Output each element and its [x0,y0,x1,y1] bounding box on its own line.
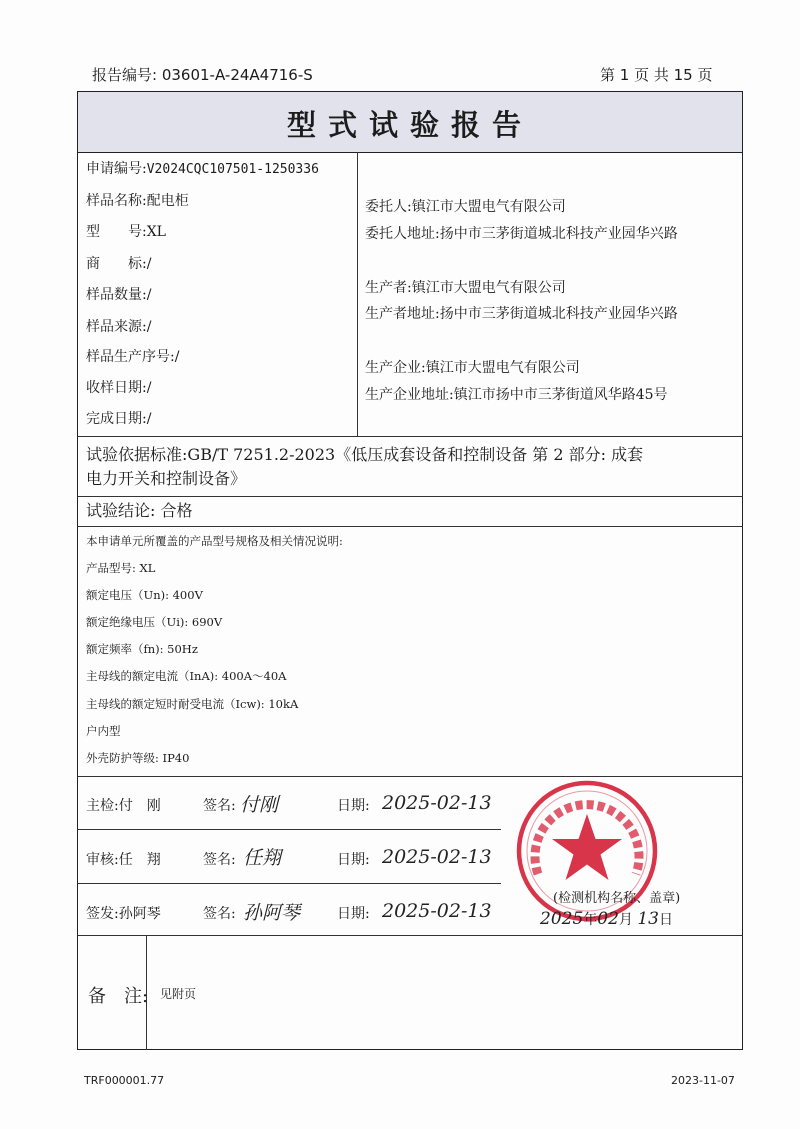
field-label: 收样日期: [86,380,147,396]
spec-line: 额定电压（Un): 400V [86,588,203,602]
report-title: 型式试验报告 [286,108,533,142]
divider-signatures-remarks [77,935,743,936]
divider-conclusion-specs [77,526,743,527]
field-value: / [146,287,152,303]
inspector-date-label: 日期: [337,798,370,814]
seal-date: 2025年02月 13日 [540,909,673,929]
field-label: 生产企业地址: [365,387,454,403]
reviewer-date-label: 日期: [337,852,370,868]
field-manufacturer [365,357,580,377]
field-value: / [174,349,180,365]
field-value: 配电柜 [146,193,189,209]
report-number-label: 报告编号: [92,66,158,84]
field-label: 样品来源: [86,319,147,335]
field-model [86,221,166,241]
field-value: / [146,411,152,427]
field-label: 商 标: [86,256,147,272]
inspector-sign-label: 签名: [203,798,236,814]
field-value: 扬中市三茅街道城北科技产业园华兴路 [439,226,678,242]
field-label: 生产企业: [365,360,426,376]
field-label: 申请编号: [86,161,147,177]
inspector-date: 2025-02-13 [382,792,492,814]
field-value: / [146,380,152,396]
field-value: 镇江市大盟电气有限公司 [411,199,566,215]
test-conclusion [86,499,193,523]
divider-info-standard [77,436,743,437]
spec-line: 产品型号: XL [86,561,156,575]
field-label: 样品生产序号: [86,349,175,365]
reviewer-signature: 任翔 [243,847,282,869]
spec-line: 户内型 [86,724,121,738]
field-value: V2024CQC107501-1250336 [146,162,319,177]
conclusion-value: 合格 [160,501,193,520]
spec-line: 额定绝缘电压（Ui): 690V [86,615,223,629]
remarks-value: 见附页 [160,987,197,1001]
issuer-date: 2025-02-13 [382,900,492,922]
field-complete-date [86,408,151,428]
field-application-no [86,158,319,178]
remarks-label: 备 注: [88,986,149,1007]
form-code: TRF000001.77 [84,1074,165,1087]
reviewer-date: 2025-02-13 [382,846,492,868]
standard-line-2: 电力开关和控制设备》 [86,469,247,488]
standard-line-1: GB/T 7251.2-2023《低压成套设备和控制设备 第 2 部分: 成套 [187,445,644,464]
divider-sign-2 [77,883,501,884]
field-receive-date [86,377,151,397]
field-sample-quantity [86,284,151,304]
spec-line: 本申请单元所覆盖的产品型号规格及相关情况说明: [86,534,343,548]
field-label: 委托人地址: [365,226,440,242]
spec-line: 外壳防护等级: IP40 [86,751,190,765]
spec-line: 主母线的额定短时耐受电流（Icw): 10kA [86,697,299,711]
issuer-date-label: 日期: [337,906,370,922]
report-number [92,64,313,85]
field-value: / [146,319,152,335]
field-value: XL [146,224,166,240]
field-client-address [365,223,678,243]
field-label: 样品名称: [86,193,147,209]
field-producer [365,277,566,297]
field-label: 完成日期: [86,411,147,427]
field-producer-address [365,303,678,323]
field-label: 生产者地址: [365,306,440,322]
issuer-role: 签发:孙阿琴 [86,906,161,922]
divider-info-columns [357,152,358,436]
reviewer-sign-label: 签名: [203,852,236,868]
inspector-signature: 付刚 [240,794,279,816]
conclusion-label: 试验结论: [86,501,156,520]
standard-label: 试验依据标准: [86,445,188,464]
field-client [365,196,566,216]
field-sample-serial [86,346,179,366]
field-label: 生产者: [365,280,412,296]
report-number-value: 03601-A-24A4716-S [161,66,313,84]
field-trademark [86,253,151,273]
form-date: 2023-11-07 [671,1074,735,1087]
field-value: 扬中市三茅街道城北科技产业园华兴路 [439,306,678,322]
reviewer-role: 审核:任 翔 [86,852,161,868]
issuer-sign-label: 签名: [203,906,236,922]
field-sample-name [86,190,189,210]
field-value: 镇江市大盟电气有限公司 [411,280,566,296]
divider-specs-signatures [77,776,743,777]
seal-caption: (检测机构名称、盖章) [553,891,681,906]
field-manufacturer-address [365,384,668,404]
field-label: 样品数量: [86,287,147,303]
page-info: 第 1 页 共 15 页 [600,66,713,84]
test-standard [86,443,643,467]
spec-line: 额定频率（fn): 50Hz [86,642,198,656]
divider-standard-conclusion [77,496,743,497]
field-value: 镇江市扬中市三茅街道风华路45号 [453,387,668,403]
divider-sign-1 [77,829,501,830]
field-value: 镇江市大盟电气有限公司 [425,360,580,376]
field-label: 委托人: [365,199,412,215]
spec-line: 主母线的额定电流（InA): 400A～40A [86,669,287,683]
field-value: / [146,256,152,272]
issuer-signature: 孙阿琴 [243,902,301,924]
field-sample-source [86,316,151,336]
inspector-role: 主检:付 刚 [86,798,161,814]
field-label: 型 号: [86,224,147,240]
